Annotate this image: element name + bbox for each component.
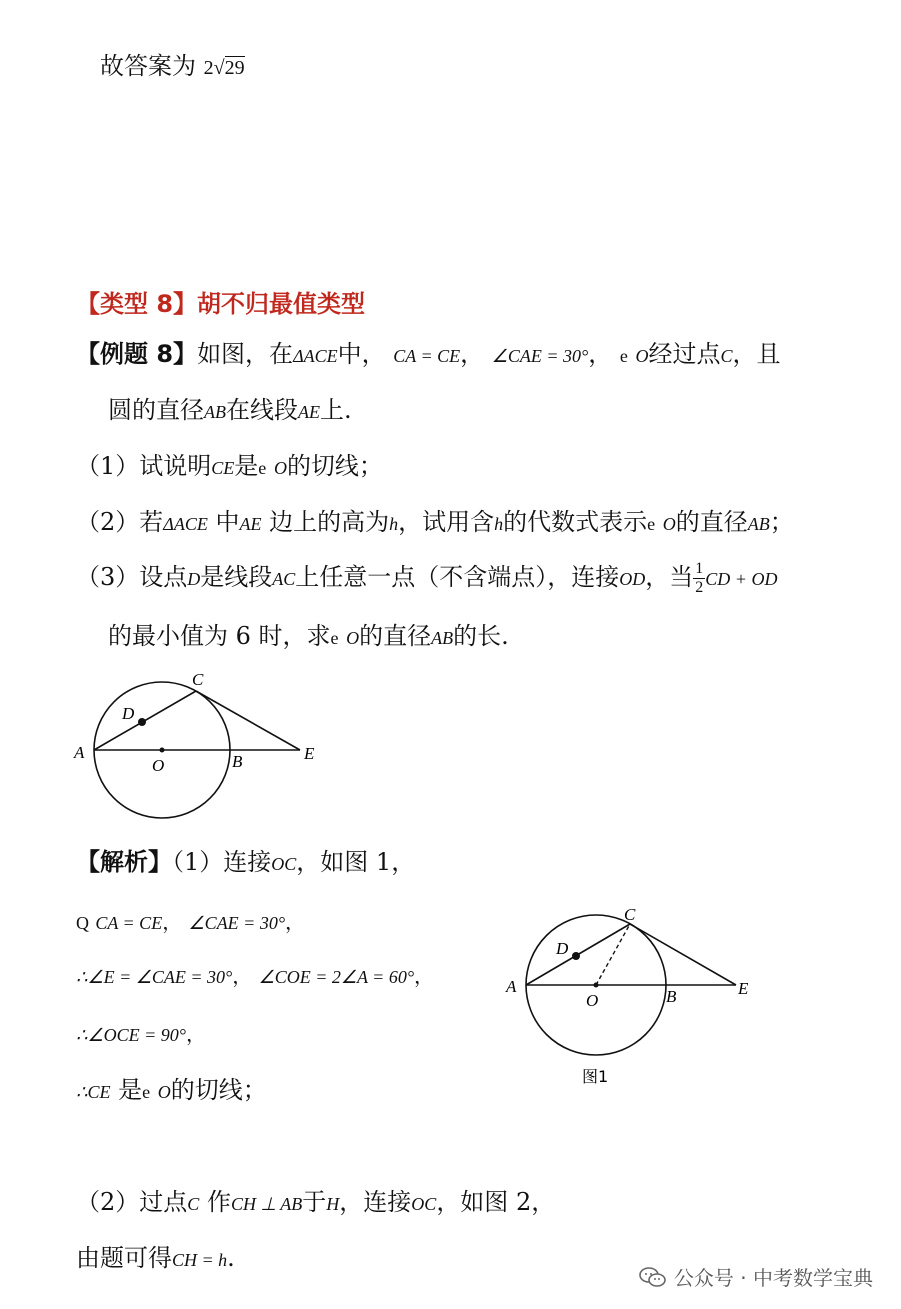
solution-line-1	[76, 846, 415, 880]
text: ，	[162, 910, 183, 934]
math: CE	[87, 1082, 111, 1102]
math: O	[662, 514, 676, 534]
math: CH ⊥ AB	[230, 1194, 303, 1214]
solution-part-2-line-2	[76, 1242, 235, 1276]
text: 经过点	[648, 340, 721, 368]
math: ∴∠E = ∠CAE = 30°	[76, 967, 233, 987]
math: e	[330, 628, 339, 648]
geometry-figure-1	[500, 900, 760, 1090]
example-line-2	[108, 394, 352, 428]
text: （1）试说明	[76, 452, 212, 480]
wechat-icon	[638, 1265, 668, 1289]
question-2	[76, 506, 794, 540]
text: （1）连接	[172, 848, 272, 876]
math: D	[187, 569, 201, 589]
text: ，如图 1，	[296, 848, 416, 876]
math: ΔACE	[293, 346, 338, 366]
text: 圆的直径	[108, 396, 204, 424]
example-line-1	[76, 338, 781, 372]
math: O	[346, 628, 360, 648]
answer-coef: 2	[203, 57, 214, 79]
text: （2）若	[76, 508, 164, 536]
text: 的代数式表示	[503, 508, 648, 536]
label-d: D	[556, 939, 569, 958]
figure-1-caption: 图1	[582, 1067, 609, 1086]
text: 在线段	[226, 396, 298, 424]
math: C	[187, 1194, 200, 1214]
answer-radicand: 29	[224, 57, 245, 79]
math: ∴	[76, 1082, 88, 1102]
math: AB	[747, 514, 770, 534]
math: h	[389, 514, 399, 534]
math: ΔACE	[163, 514, 208, 534]
math: C	[720, 346, 733, 366]
text: （3）设点	[76, 563, 188, 591]
math: ∠CAE = 30°	[491, 346, 589, 366]
math: e	[142, 1082, 151, 1102]
point-o	[594, 983, 599, 988]
math: O	[157, 1082, 171, 1102]
fraction-half	[693, 560, 705, 597]
label-b: B	[232, 752, 243, 771]
type-header: 【类型 8】胡不归最值类型	[76, 290, 366, 318]
text: 上任意一点（不含端点），连接	[295, 563, 620, 591]
text: ，	[588, 340, 613, 368]
point-d	[572, 952, 580, 960]
label-o: O	[152, 756, 165, 775]
solution-step-2	[76, 960, 434, 993]
label-o: O	[586, 991, 599, 1010]
solution-step-4	[76, 1074, 267, 1108]
math: AB	[204, 402, 226, 422]
label-c: C	[192, 670, 204, 689]
text: ，	[185, 1022, 206, 1046]
text: 中	[215, 508, 240, 536]
math: O	[273, 458, 287, 478]
math: ∴∠OCE = 90°	[76, 1025, 186, 1045]
text: ；	[769, 508, 794, 536]
math: ∠CAE = 30°	[188, 913, 286, 933]
text: 是	[234, 452, 259, 480]
question-3-line-2	[108, 620, 509, 654]
text: 上.	[320, 396, 352, 424]
point-d	[138, 718, 146, 726]
text: 作	[206, 1188, 231, 1216]
watermark-text: 公众号 · 中考数学宝典	[673, 1266, 873, 1290]
text: 由题可得	[76, 1244, 172, 1272]
text: 的切线；	[170, 1076, 267, 1104]
math: h	[494, 514, 504, 534]
watermark	[638, 1262, 873, 1291]
text: ，	[232, 964, 253, 988]
text: 于	[302, 1188, 327, 1216]
math: AB	[431, 628, 454, 648]
question-3	[76, 560, 777, 597]
text: 的长.	[453, 622, 509, 650]
point-o	[160, 748, 165, 753]
answer-line	[100, 50, 245, 84]
question-1	[76, 450, 383, 484]
text: 的直径	[675, 508, 748, 536]
label-b: B	[666, 987, 677, 1006]
example-tag: 【例题 8】	[76, 340, 198, 368]
frac-den: 2	[695, 579, 704, 596]
geometry-figure-main	[70, 665, 330, 825]
math: e	[647, 514, 656, 534]
segment-ce	[630, 924, 736, 985]
text: （2）过点	[76, 1188, 188, 1216]
solution-step-3	[76, 1018, 206, 1051]
text: ，	[414, 964, 435, 988]
math: O	[635, 346, 649, 366]
math: H	[326, 1194, 340, 1214]
text: 中，	[337, 340, 386, 368]
text: ，连接	[339, 1188, 412, 1216]
label-d: D	[122, 704, 135, 723]
answer-prefix: 故答案为	[100, 52, 196, 80]
text: ，如图 2，	[436, 1188, 556, 1216]
text: .	[227, 1244, 235, 1272]
text: ，且	[732, 340, 781, 368]
text: 的直径	[359, 622, 432, 650]
math: OC	[271, 854, 297, 874]
math: AE	[239, 514, 262, 534]
math: CA = CE	[95, 913, 163, 933]
label-e: E	[304, 744, 315, 763]
segment-ce	[196, 691, 300, 750]
sqrt-symbol: √	[213, 57, 225, 79]
solution-part-2-line-1	[76, 1186, 555, 1220]
label-e: E	[738, 979, 749, 998]
text: ，试用含	[398, 508, 495, 536]
math: e	[258, 458, 267, 478]
text: 是	[118, 1076, 143, 1104]
math: OC	[411, 1194, 437, 1214]
frac-num: 1	[695, 560, 704, 577]
math: AE	[298, 402, 320, 422]
math: AC	[272, 569, 296, 589]
math: CD + OD	[705, 569, 778, 589]
text: ，当	[645, 563, 694, 591]
math: Q	[76, 913, 89, 933]
label-c: C	[624, 905, 636, 924]
math: OD	[619, 569, 646, 589]
math: e	[619, 346, 628, 366]
math: ∠COE = 2∠A = 60°	[258, 967, 415, 987]
math: CA = CE	[393, 346, 461, 366]
math: CE	[211, 458, 235, 478]
text: 的切线；	[286, 452, 383, 480]
text: 的最小值为 6 时，求	[108, 622, 331, 650]
text: 边上的高为	[269, 508, 390, 536]
solution-step-1	[76, 906, 305, 939]
math: CH = h	[172, 1250, 228, 1270]
text: ，	[460, 340, 485, 368]
label-a: A	[506, 977, 517, 996]
text: 是线段	[200, 563, 273, 591]
label-a: A	[74, 743, 85, 762]
text: 如图，在	[197, 340, 294, 368]
text: ，	[285, 910, 306, 934]
solution-tag: 【解析】	[76, 848, 172, 876]
